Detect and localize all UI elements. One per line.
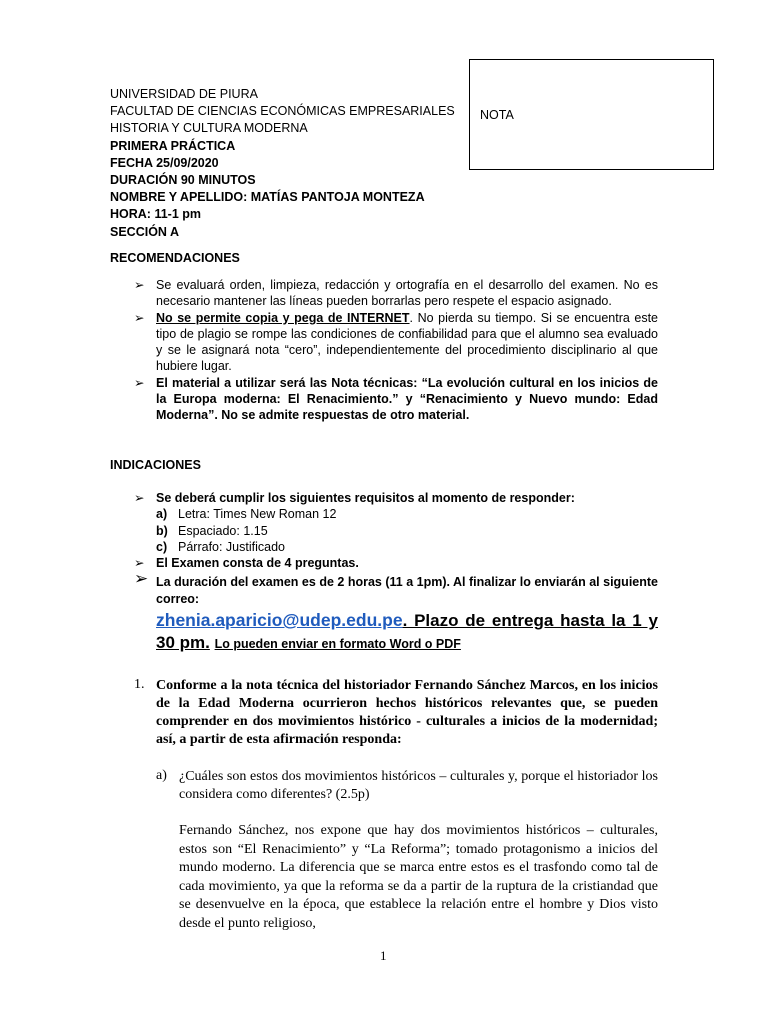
recommendations-title: RECOMENDACIONES bbox=[110, 251, 240, 265]
instruction-item: ➢ La duración del examen es de 2 horas (11 a 1pm). Al finalizar lo enviarán al siguiente correo: zhenia.aparicio@udep.edu.pe. Plazo de entrega hasta la 1 y 30 pm. Lo pueden enviar en formato Word o PDF bbox=[134, 569, 658, 653]
exam-section: SECCIÓN A bbox=[110, 224, 179, 239]
email-link[interactable]: zhenia.aparicio@udep.edu.pe bbox=[156, 610, 403, 631]
format-requirements bbox=[156, 506, 658, 555]
instruction-item: ➢ El Examen consta de 4 preguntas. bbox=[134, 556, 359, 571]
grade-box bbox=[469, 59, 714, 170]
requirement-item: c) Párrafo: Justificado bbox=[156, 539, 285, 554]
arrow-bullet-icon: ➢ bbox=[134, 556, 145, 571]
recommendation-item: ➢ El material a utilizar será las Nota técnicas: “La evolución cultural en los inicios de la Europa moderna: El Renacimiento.” y “Renacimiento y Nuevo mundo: Edad Moderna”. No se admite respuestas de otro material. bbox=[134, 375, 658, 423]
exam-name: PRIMERA PRÁCTICA bbox=[110, 138, 236, 153]
instruction-item: ➢ Se deberá cumplir los siguientes requisitos al momento de responder: a) Letra: Times New Roman 12 b) Espaciado: 1.15 c) Párrafo: Justificado bbox=[134, 490, 658, 555]
instructions-list bbox=[134, 490, 658, 655]
question-1a bbox=[156, 768, 658, 804]
arrow-bullet-icon: ➢ bbox=[134, 491, 145, 505]
subquestion-text: ¿Cuáles son estos dos movimientos históricos – culturales y, porque el historiador los considera como diferentes? (2.5p) bbox=[179, 769, 658, 802]
question-text: Conforme a la nota técnica del historiador Fernando Sánchez Marcos, en los inicios de la Edad Moderna ocurrieron hechos históricos relevantes que, se pueden comprender en dos movimientos histórico - culturales a inicios de la modernidad; así, a partir de esta afirmación responda: bbox=[156, 678, 658, 747]
recommendations-list bbox=[134, 277, 658, 424]
grade-label: NOTA bbox=[480, 108, 514, 122]
subquestion-letter: a) bbox=[156, 768, 167, 783]
arrow-bullet-icon: ➢ bbox=[134, 310, 145, 325]
arrow-bullet-icon: ➢ bbox=[134, 375, 145, 390]
faculty-name: FACULTAD DE CIENCIAS ECONÓMICAS EMPRESARIALES bbox=[110, 104, 455, 119]
answer-text: Fernando Sánchez, nos expone que hay dos movimientos históricos – culturales, estos son “El Renacimiento” y “La Reforma”; tomado protagonismo a inicios del mundo moderno. La diferencia que se marca entre estos es el trasfondo como tal de cada movimiento, ya que la reforma se da a partir de la ruptura de la cristiandad que se desenvuelve en la época, que establece la relación entre el hombre y Dios visto desde el punto religioso, bbox=[179, 823, 658, 931]
university-name: UNIVERSIDAD DE PIURA bbox=[110, 87, 258, 101]
arrow-bullet-icon: ➢ bbox=[134, 569, 149, 589]
exam-date: FECHA 25/09/2020 bbox=[110, 155, 219, 170]
question-number: 1. bbox=[134, 677, 145, 692]
requirement-item: a) Letra: Times New Roman 12 bbox=[156, 507, 337, 522]
recommendation-item: ➢ Se evaluará orden, limpieza, redacción y ortografía en el desarrollo del examen. No es necesario mantener las líneas pueden borrarlas pero respete el espacio asignado. bbox=[134, 278, 658, 309]
question-1 bbox=[134, 677, 658, 749]
no-copy-warning: No se permite copia y pega de INTERNET bbox=[156, 310, 410, 325]
exam-header bbox=[110, 86, 470, 241]
requirement-item: b) Espaciado: 1.15 bbox=[156, 523, 268, 538]
instructions-title: INDICACIONES bbox=[110, 458, 201, 472]
arrow-bullet-icon: ➢ bbox=[134, 278, 145, 292]
exam-duration: DURACIÓN 90 MINUTOS bbox=[110, 173, 256, 188]
exam-hour: HORA: 11-1 pm bbox=[110, 207, 201, 222]
page-number: 1 bbox=[380, 948, 387, 963]
student-name: NOMBRE Y APELLIDO: MATÍAS PANTOJA MONTEZA bbox=[110, 190, 425, 205]
deadline-text: . Plazo de entrega hasta la 1 y 30 pm. bbox=[156, 611, 658, 653]
recommendation-item: ➢ No se permite copia y pega de INTERNET. No pierda su tiempo. Si se encuentra este tipo de plagio se rompe las condiciones de confiabilidad para que el alumno sea evaluado y se le asignará nota “cero”, independientemente del procedimiento disciplinario al que hubiere lugar. bbox=[134, 310, 658, 374]
course-name: HISTORIA Y CULTURA MODERNA bbox=[110, 121, 308, 136]
format-note: Lo pueden enviar en formato Word o PDF bbox=[214, 637, 461, 652]
